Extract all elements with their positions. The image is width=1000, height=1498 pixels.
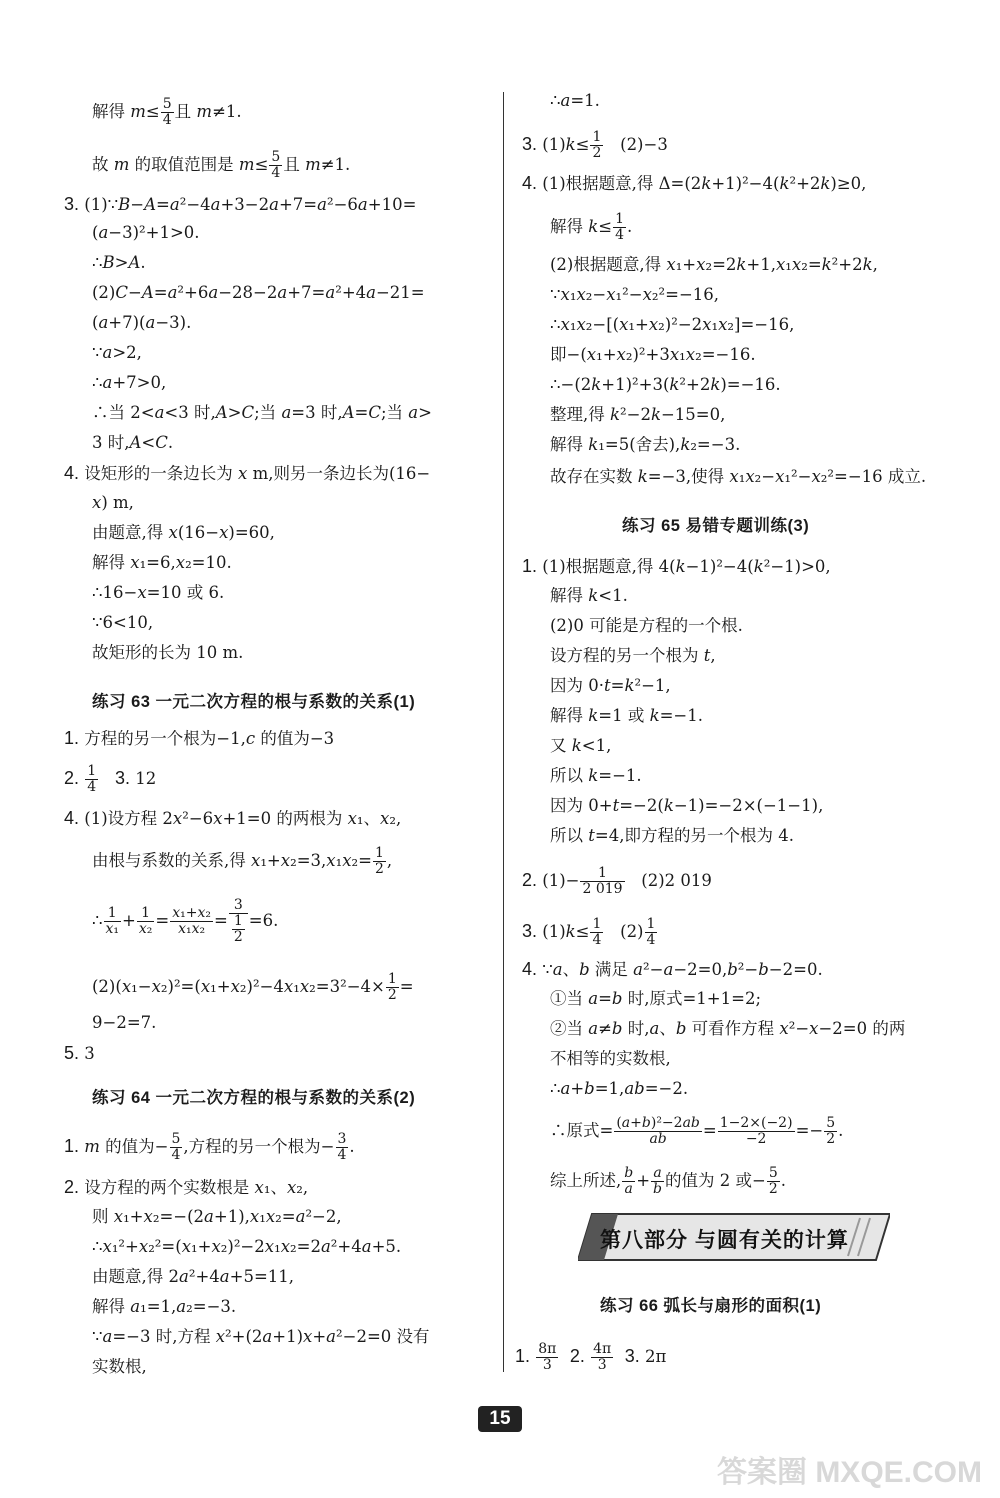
text-line: ∴a+7>0, xyxy=(92,373,167,392)
text-line: 解得 k=1 或 k=−1. xyxy=(550,706,703,725)
text-line: ∴原式= $\frac{\text{(a+b)²−2ab}}{ab}$ = $\frac{1-2\times(-2)}{-2}$ =− $\frac{5}{2}$ . xyxy=(550,1115,844,1147)
text-line: 故 m 的取值范围是 m≤ $\frac{5}{4}$ 且 m≠1. xyxy=(92,149,351,181)
text-line: 3. (1)∵B−A=a²−4a+3−2a+7=a²−6a+10= xyxy=(64,194,417,214)
text-line: 1. m 的值为− $\frac{5}{4}$ ,方程的另一个根为− $\frac{3}{4}$ . xyxy=(64,1131,355,1163)
text-line: 3. (1)k≤ $\frac{1}{2}$ (2)−3 xyxy=(522,129,668,161)
part-eight-banner xyxy=(578,1212,890,1262)
text-line: 4. ∵a、b 满足 a²−a−2=0,b²−b−2=0. xyxy=(522,959,823,979)
text-line: 因为 0·t=k²−1, xyxy=(550,676,671,695)
text-line: 1. $\frac{8\pi}{3}$ 2. $\frac{4\pi}{3}$ 3. 2π xyxy=(515,1341,667,1373)
text-line: 因为 0+t=−2(k−1)=−2×(−1−1), xyxy=(550,796,824,815)
text-line: 3 时,A<C. xyxy=(92,433,174,452)
text-line: (a+7)(a−3). xyxy=(92,313,192,332)
text-line: 所以 t=4,即方程的另一个根为 4. xyxy=(550,826,794,845)
text-line: 4. (1)设方程 2x²−6x+1=0 的两根为 x₁、x₂, xyxy=(64,808,402,828)
section-title-64: 练习 64 一元二次方程的根与系数的关系(2) xyxy=(92,1089,416,1107)
text-line: 设方程的另一个根为 t, xyxy=(550,646,716,665)
text-line: ∴ $\frac{1}{\text{x₁}}$ + $\frac{1}{\text{x₂}}$ = $\frac{\text{x₁+x₂}}{\text{x₁x₂}}$ = $\frac{3}{\frac{1}{2}}$ =6. xyxy=(92,897,279,945)
text-line: ∵a>2, xyxy=(92,343,142,362)
text-line: 又 k<1, xyxy=(550,736,612,755)
text-line: ∴−(2k+1)²+3(k²+2k)=−16. xyxy=(550,375,781,394)
column-divider xyxy=(503,92,504,1372)
page-number: 15 xyxy=(478,1406,522,1432)
text-line: 解得 x₁=6,x₂=10. xyxy=(92,553,232,572)
text-line: 由题意,得 2a²+4a+5=11, xyxy=(92,1267,295,1286)
text-line: (a−3)²+1>0. xyxy=(92,223,200,242)
text-line: ①当 a=b 时,原式=1+1=2; xyxy=(550,989,762,1008)
text-line: 解得 a₁=1,a₂=−3. xyxy=(92,1297,237,1316)
text-line: ∴a=1. xyxy=(550,91,600,110)
text-line: 实数根, xyxy=(92,1357,147,1376)
text-line: 由根与系数的关系,得 x₁+x₂=3,x₁x₂= $\frac{1}{2}$ , xyxy=(92,845,393,877)
text-line: 解得 m≤ $\frac{5}{4}$ 且 m≠1. xyxy=(92,96,242,128)
text-line: ∵6<10, xyxy=(92,613,154,632)
text-line: 解得 k≤ $\frac{1}{4}$ . xyxy=(550,211,633,243)
text-line: 故存在实数 k=−3,使得 x₁x₂−x₁²−x₂²=−16 成立. xyxy=(550,467,927,486)
section-title-65: 练习 65 易错专题训练(3) xyxy=(622,517,810,535)
text-line: 2. $\frac{1}{4}$ 3. 12 xyxy=(64,763,157,795)
text-line: ②当 a≠b 时,a、b 可看作方程 x²−x−2=0 的两 xyxy=(550,1019,906,1038)
text-line: 1. (1)根据题意,得 4(k−1)²−4(k²−1)>0, xyxy=(522,556,831,576)
text-line: 解得 k₁=5(舍去),k₂=−3. xyxy=(550,435,741,454)
text-line: ∴a+b=1,ab=−2. xyxy=(550,1079,689,1098)
text-line: (2)根据题意,得 x₁+x₂=2k+1,x₁x₂=k²+2k, xyxy=(550,255,878,274)
text-line: 1. 方程的另一个根为−1,c 的值为−3 xyxy=(64,728,335,748)
text-line: 4. (1)根据题意,得 Δ=(2k+1)²−4(k²+2k)≥0, xyxy=(522,173,867,193)
text-line: 9−2=7. xyxy=(92,1013,157,1032)
text-line: 所以 k=−1. xyxy=(550,766,642,785)
text-line: ∴B>A. xyxy=(92,253,146,272)
text-line: (2)C−A=a²+6a−28−2a+7=a²+4a−21= xyxy=(92,283,425,302)
text-line: 4. 设矩形的一条边长为 x m,则另一条边长为(16− xyxy=(64,463,431,483)
section-title-63: 练习 63 一元二次方程的根与系数的关系(1) xyxy=(92,693,416,711)
text-line: 不相等的实数根, xyxy=(550,1049,671,1068)
text-line: 5. 3 xyxy=(64,1043,95,1063)
watermark: 答案圈 MXQE.COM xyxy=(716,1456,982,1489)
text-line: 2. (1)− $\frac{1}{2 019}$ (2)2 019 xyxy=(522,865,712,897)
text-line: (2)(x₁−x₂)²=(x₁+x₂)²−4x₁x₂=3²−4× $\frac{1}{2}$ = xyxy=(92,971,414,1003)
text-line: 由题意,得 x(16−x)=60, xyxy=(92,523,275,542)
text-line: 3. (1)k≤ $\frac{1}{4}$ (2) $\frac{1}{4}$ xyxy=(522,916,656,948)
text-line: ∵x₁x₂−x₁²−x₂²=−16, xyxy=(550,285,720,304)
text-line: ∵a=−3 时,方程 x²+(2a+1)x+a²−2=0 没有 xyxy=(92,1327,430,1346)
text-line: x) m, xyxy=(92,493,134,512)
text-line: ∴当 2<a<3 时,A>C;当 a=3 时,A=C;当 a> xyxy=(92,403,432,422)
text-line: 故矩形的长为 10 m. xyxy=(92,643,244,662)
text-line: 则 x₁+x₂=−(2a+1),x₁x₂=a²−2, xyxy=(92,1207,342,1226)
text-line: ∴16−x=10 或 6. xyxy=(92,583,225,602)
part-eight-title: 第八部分 与圆有关的计算 xyxy=(600,1229,849,1252)
text-line: ∴x₁x₂−[(x₁+x₂)²−2x₁x₂]=−16, xyxy=(550,315,795,334)
text-line: ∴x₁²+x₂²=(x₁+x₂)²−2x₁x₂=2a²+4a+5. xyxy=(92,1237,402,1256)
text-line: 解得 k<1. xyxy=(550,586,628,605)
text-line: 即−(x₁+x₂)²+3x₁x₂=−16. xyxy=(550,345,756,364)
text-line: 整理,得 k²−2k−15=0, xyxy=(550,405,726,424)
text-line: 综上所述, $\frac{b}{a}$ + $\frac{a}{b}$ 的值为 2 或− $\frac{5}{2}$ . xyxy=(550,1165,787,1197)
text-line: (2)0 可能是方程的一个根. xyxy=(550,616,743,635)
section-title-66: 练习 66 弧长与扇形的面积(1) xyxy=(600,1297,822,1315)
text-line: 2. 设方程的两个实数根是 x₁、x₂, xyxy=(64,1177,309,1197)
